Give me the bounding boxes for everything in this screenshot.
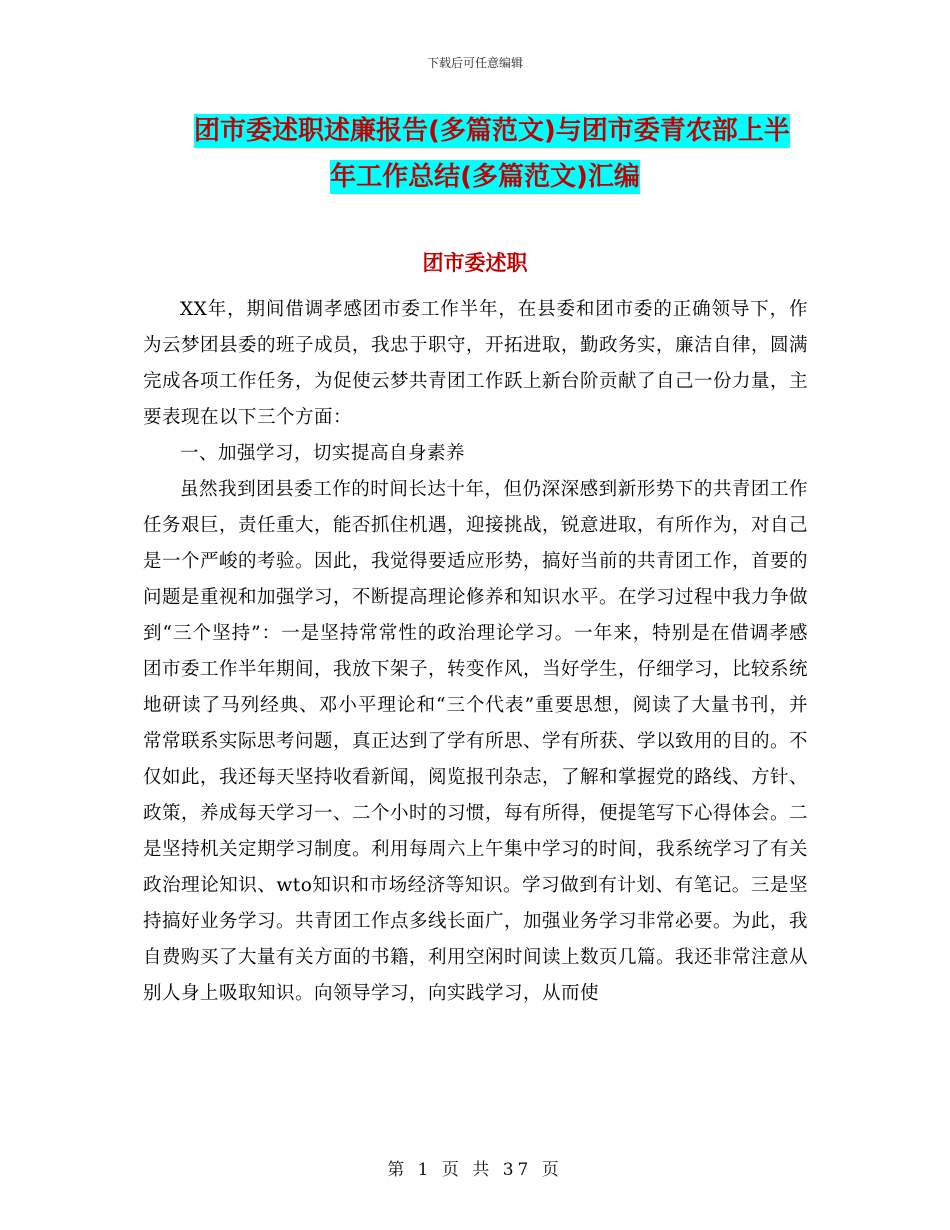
paragraph-heading: 一、加强学习，切实提高自身素养: [180, 443, 466, 464]
title-line-1-text: 团市委述职述廉报告(多篇范文)与团市委青农部上半: [194, 116, 790, 146]
page-number: 第 1 页 共 37 页: [387, 1160, 563, 1180]
document-title: [140, 108, 830, 200]
title-line-2-text: 年工作总结(多篇范文)汇编: [330, 162, 640, 192]
paragraph: XX年，期间借调孝感团市委工作半年，在县委和团市委的正确领导下，作为云梦团县委的班子成员，我忠于职守，开拓进取，勤政务实，廉洁自律，圆满完成各项工作任务，为促使云梦共青团工作跃上新台阶贡献了自己一份力量，主要表现在以下三个方面：: [143, 299, 809, 428]
body-text: [143, 292, 808, 1012]
title-line-1: [140, 108, 830, 154]
title-line-2: [140, 154, 830, 200]
section-title: 团市委述职: [422, 251, 528, 275]
paragraph: 虽然我到团县委工作的时间长达十年，但仍深深感到新形势下的共青团工作任务艰巨，责任重大，能否抓住机遇，迎接挑战，锐意进取，有所作为，对自己是一个严峻的考验。因此，我觉得要适应形势，搞好当前的共青团工作，首要的问题是重视和加强学习，不断提高理论修养和知识水平。在学习过程中我力争做到“三个坚持”：一是坚持常常性的政治理论学习。一年来，特别是在借调孝感团市委工作半年期间，我放下架子，转变作风，当好学生，仔细学习，比较系统地研读了马列经典、邓小平理论和“三个代表”重要思想，阅读了大量书刊，并常常联系实际思考问题，真正达到了学有所思、学有所获、学以致用的目的。不仅如此，我还每天坚持收看新闻，阅览报刊杂志，了解和掌握党的路线、方针、政策，养成每天学习一、二个小时的习惯，每有所得，便提笔写下心得体会。二是坚持机关定期学习制度。利用每周六上午集中学习的时间，我系统学习了有关政治理论知识、wto知识和市场经济等知识。学习做到有计划、有笔记。三是坚持搞好业务学习。共青团工作点多线长面广，加强业务学习非常必要。为此，我自费购买了大量有关方面的书籍，利用空闲时间读上数页几篇。我还非常注意从别人身上吸取知识。向领导学习，向实践学习，从而使: [143, 479, 809, 1004]
header-note: 下载后可任意编辑: [426, 56, 523, 70]
